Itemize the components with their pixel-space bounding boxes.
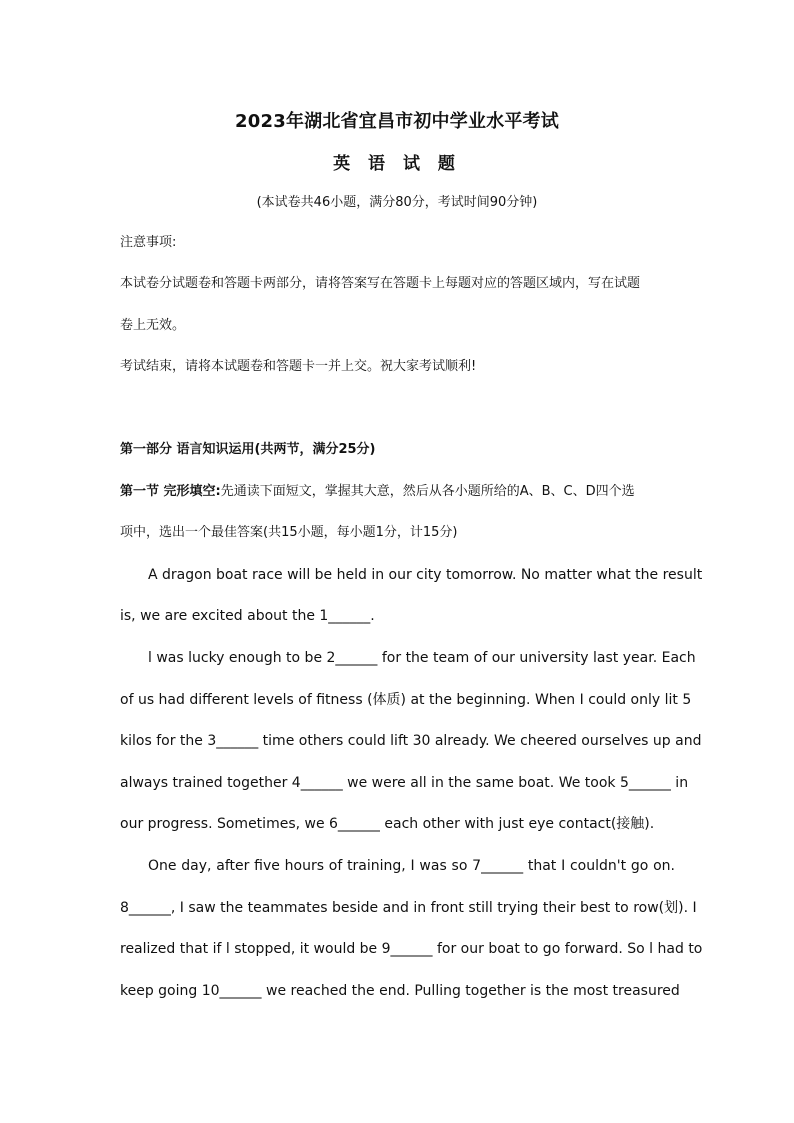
section1-intro-line-2: 项中，选出一个最佳答案(共15小题，每小题1分，计15分) [120,525,458,540]
notes-line-2: 卷上无效。 [120,318,186,333]
passage-line-10: realized that if l stopped, it would be 9______ for our boat to go forward. So l had to [120,941,703,957]
exam-subtitle: 英 语 试 题 [333,154,461,174]
section1-text: 先通读下面短文，掌握其大意，然后从各小题所给的A、B、C、D四个选 [220,484,635,499]
notes-line-3: 考试结束，请将本试题卷和答题卡一并上交。祝大家考试顺利! [120,359,477,374]
passage-line-8: One day, after five hours of training, I was so 7______ that I couldn't go on. [148,858,675,874]
exam-title: 2023年湖北省宜昌市初中学业水平考试 [235,111,559,132]
exam-info: (本试卷共46小题，满分80分，考试时间90分钟) [256,195,538,210]
passage-line-4: of us had different levels of fitness (体质) at the beginning. When I could only lit 5 [120,692,692,708]
section1-label: 第一节 完形填空: [120,484,221,499]
section1-intro-line-1 [120,482,675,502]
part1-heading: 第一部分 语言知识运用(共两节，满分25分) [120,442,376,457]
passage-line-1: A dragon boat race will be held in our city tomorrow. No matter what the result [148,567,703,583]
passage-line-5: kilos for the 3______ time others could lift 30 already. We cheered ourselves up and [120,733,702,749]
passage-line-9: 8______, I saw the teammates beside and in front still trying their best to row(划). I [120,900,697,916]
passage-line-2: is, we are excited about the 1______. [120,608,375,624]
passage-line-6: always trained together 4______ we were all in the same boat. We took 5______ in [120,775,689,791]
passage-line-11: keep going 10______ we reached the end. Pulling together is the most treasured [120,983,680,999]
notes-line-1: 本试卷分试题卷和答题卡两部分，请将答案写在答题卡上每题对应的答题区域内，写在试题 [120,276,641,291]
passage-line-7: our progress. Sometimes, we 6______ each other with just eye contact(接触). [120,816,655,832]
passage-line-3: l was lucky enough to be 2______ for the team of our university last year. Each [148,650,696,666]
notes-heading: 注意事项: [120,235,177,250]
